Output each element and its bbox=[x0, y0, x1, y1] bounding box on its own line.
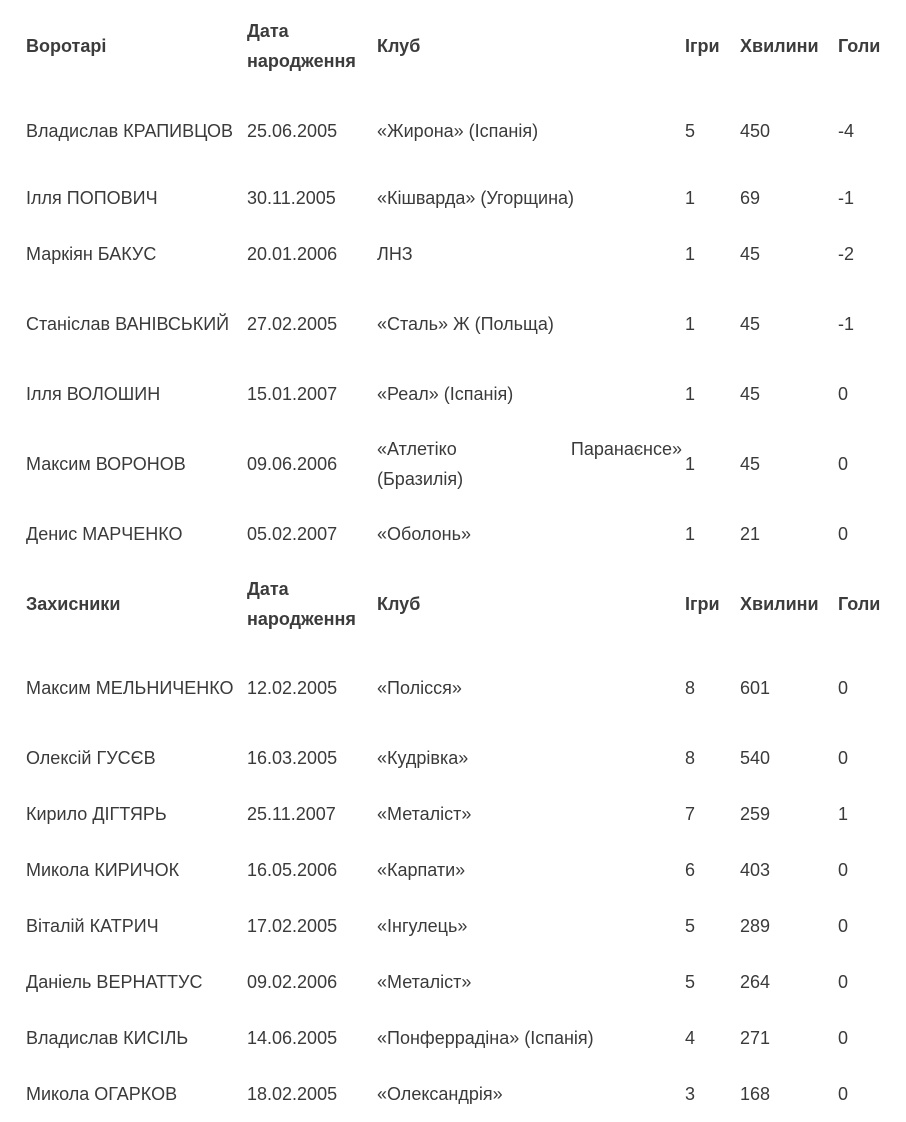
table-row bbox=[0, 646, 906, 730]
games-header: Ігри bbox=[685, 36, 720, 56]
minutes-header: Хвилини bbox=[740, 594, 819, 614]
player-club bbox=[377, 422, 682, 506]
player-name: Ілля ВОЛОШИН bbox=[26, 384, 161, 404]
player-name: Микола ОГАРКОВ bbox=[26, 1084, 178, 1104]
table-row bbox=[0, 92, 906, 170]
player-dob: 18.02.2005 bbox=[247, 1084, 338, 1104]
player-name: Ілля ПОПОВИЧ bbox=[26, 188, 158, 208]
player-goals: 0 bbox=[838, 454, 849, 474]
player-games: 8 bbox=[685, 678, 696, 698]
player-club: «Інгулець» bbox=[377, 916, 468, 936]
player-minutes: 403 bbox=[740, 860, 771, 880]
player-minutes: 540 bbox=[740, 748, 771, 768]
player-dob: 14.06.2005 bbox=[247, 1028, 338, 1048]
club-header: Клуб bbox=[377, 594, 421, 614]
player-minutes: 271 bbox=[740, 1028, 771, 1048]
player-name: Олексій ГУСЄВ bbox=[26, 748, 156, 768]
table-row bbox=[0, 730, 906, 786]
table-row bbox=[0, 366, 906, 422]
player-club-part: «Атлетіко bbox=[377, 439, 457, 459]
player-goals: -1 bbox=[838, 314, 855, 334]
player-games: 3 bbox=[685, 1084, 696, 1104]
player-games: 7 bbox=[685, 804, 696, 824]
player-dob: 27.02.2005 bbox=[247, 314, 338, 334]
player-goals: 0 bbox=[838, 1084, 849, 1104]
table-row bbox=[0, 226, 906, 282]
player-goals: 0 bbox=[838, 384, 849, 404]
player-minutes: 45 bbox=[740, 454, 761, 474]
player-dob: 05.02.2007 bbox=[247, 524, 338, 544]
player-dob: 09.02.2006 bbox=[247, 972, 338, 992]
player-name: Маркіян БАКУС bbox=[26, 244, 157, 264]
player-dob: 09.06.2006 bbox=[247, 454, 338, 474]
player-games: 1 bbox=[685, 244, 696, 264]
player-club-part: (Бразилія) bbox=[377, 469, 464, 489]
player-name: Станіслав ВАНІВСЬКИЙ bbox=[26, 314, 230, 334]
player-goals: 0 bbox=[838, 678, 849, 698]
defenders-header-row bbox=[0, 562, 906, 646]
table-row bbox=[0, 1010, 906, 1066]
player-dob: 30.11.2005 bbox=[247, 188, 336, 208]
player-games: 6 bbox=[685, 860, 696, 880]
table-row bbox=[0, 282, 906, 366]
player-dob: 25.06.2005 bbox=[247, 121, 338, 141]
table-row bbox=[0, 506, 906, 562]
player-goals: 0 bbox=[838, 860, 849, 880]
player-dob: 20.01.2006 bbox=[247, 244, 338, 264]
position-header: Захисники bbox=[26, 594, 121, 614]
player-games: 1 bbox=[685, 384, 696, 404]
goals-header: Голи bbox=[838, 594, 881, 614]
player-minutes: 259 bbox=[740, 804, 771, 824]
player-name: Віталій КАТРИЧ bbox=[26, 916, 159, 936]
player-goals: -4 bbox=[838, 121, 855, 141]
player-games: 1 bbox=[685, 314, 696, 334]
player-games: 5 bbox=[685, 916, 696, 936]
table-row bbox=[0, 842, 906, 898]
player-minutes: 289 bbox=[740, 916, 771, 936]
player-minutes: 168 bbox=[740, 1084, 771, 1104]
player-goals: 0 bbox=[838, 748, 849, 768]
player-club: «Карпати» bbox=[377, 860, 466, 880]
player-goals: -1 bbox=[838, 188, 855, 208]
player-goals: -2 bbox=[838, 244, 855, 264]
player-club: «Реал» (Іспанія) bbox=[377, 384, 514, 404]
player-games: 5 bbox=[685, 121, 696, 141]
player-minutes: 45 bbox=[740, 244, 761, 264]
player-games: 1 bbox=[685, 188, 696, 208]
goals-header: Голи bbox=[838, 36, 881, 56]
minutes-header: Хвилини bbox=[740, 36, 819, 56]
player-name: Владислав КИСІЛЬ bbox=[26, 1028, 189, 1048]
table-row bbox=[0, 170, 906, 226]
player-minutes: 45 bbox=[740, 384, 761, 404]
player-name: Даніель ВЕРНАТТУС bbox=[26, 972, 203, 992]
table-row bbox=[0, 898, 906, 954]
player-dob: 25.11.2007 bbox=[247, 804, 336, 824]
player-dob: 12.02.2005 bbox=[247, 678, 338, 698]
player-games: 4 bbox=[685, 1028, 696, 1048]
player-club: «Оболонь» bbox=[377, 524, 471, 544]
club-header: Клуб bbox=[377, 36, 421, 56]
player-name: Микола КИРИЧОК bbox=[26, 860, 180, 880]
table-row bbox=[0, 954, 906, 1010]
position-header: Воротарі bbox=[26, 36, 107, 56]
dob-header: Дата народження bbox=[247, 579, 356, 629]
table-row bbox=[0, 1066, 906, 1122]
player-club: «Понферрадіна» (Іспанія) bbox=[377, 1028, 594, 1048]
player-minutes: 601 bbox=[740, 678, 771, 698]
player-name: Максим МЕЛЬНИЧЕНКО bbox=[26, 678, 234, 698]
player-name: Максим ВОРОНОВ bbox=[26, 454, 186, 474]
player-club: ЛНЗ bbox=[377, 244, 413, 264]
player-games: 1 bbox=[685, 524, 696, 544]
player-club: «Кудрівка» bbox=[377, 748, 469, 768]
player-club: «Металіст» bbox=[377, 804, 472, 824]
player-goals: 1 bbox=[838, 804, 849, 824]
player-minutes: 45 bbox=[740, 314, 761, 334]
player-goals: 0 bbox=[838, 524, 849, 544]
player-goals: 0 bbox=[838, 1028, 849, 1048]
player-club: «Полісся» bbox=[377, 678, 462, 698]
goalkeepers-header-row bbox=[0, 0, 906, 92]
player-minutes: 69 bbox=[740, 188, 761, 208]
player-goals: 0 bbox=[838, 972, 849, 992]
player-club: «Кішварда» (Угорщина) bbox=[377, 188, 575, 208]
player-name: Денис МАРЧЕНКО bbox=[26, 524, 183, 544]
player-dob: 16.03.2005 bbox=[247, 748, 338, 768]
player-goals: 0 bbox=[838, 916, 849, 936]
table-row bbox=[0, 786, 906, 842]
player-minutes: 264 bbox=[740, 972, 771, 992]
player-club: «Жирона» (Іспанія) bbox=[377, 121, 539, 141]
player-games: 1 bbox=[685, 454, 696, 474]
player-dob: 16.05.2006 bbox=[247, 860, 338, 880]
player-games: 8 bbox=[685, 748, 696, 768]
player-minutes: 21 bbox=[740, 524, 761, 544]
table-row bbox=[0, 422, 906, 506]
player-dob: 15.01.2007 bbox=[247, 384, 338, 404]
player-dob: 17.02.2005 bbox=[247, 916, 338, 936]
games-header: Ігри bbox=[685, 594, 720, 614]
player-club-part: Паранаєнсе» bbox=[570, 439, 682, 459]
player-minutes: 450 bbox=[740, 121, 771, 141]
player-name: Кирило ДІГТЯРЬ bbox=[26, 804, 167, 824]
player-club: «Металіст» bbox=[377, 972, 472, 992]
player-club: «Сталь» Ж (Польща) bbox=[377, 314, 554, 334]
player-club: «Олександрія» bbox=[377, 1084, 503, 1104]
player-name: Владислав КРАПИВЦОВ bbox=[26, 121, 234, 141]
player-games: 5 bbox=[685, 972, 696, 992]
dob-header: Дата народження bbox=[247, 21, 356, 71]
